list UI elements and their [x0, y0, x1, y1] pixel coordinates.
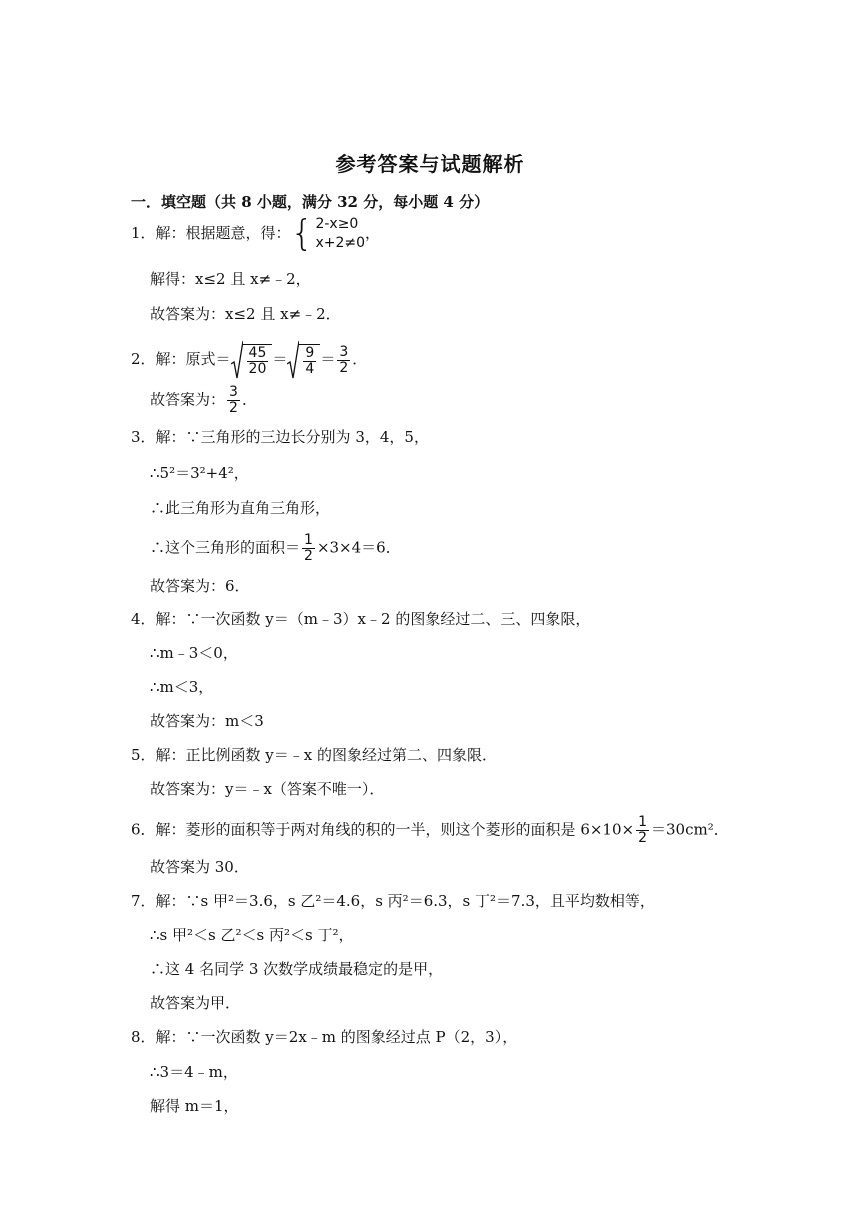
q5-line-1: 5．解：正比例函数 y＝﹣x 的图象经过第二、四象限．	[131, 746, 498, 764]
q2-answer-frac: $\frac{3}{2}$	[229, 384, 238, 416]
q7-line-2: ∴s 甲²＜s 乙²＜s 丙²＜s 丁²，	[150, 926, 354, 944]
page-title: 参考答案与试题解析	[335, 152, 525, 176]
q4-line-2: ∴m﹣3＜0，	[150, 644, 238, 662]
q4-line-1: 4．解：∵一次函数 y＝（m﹣3）x﹣2 的图象经过二、三、四象限，	[131, 610, 591, 628]
q1-inequality-system: { 2-x≥0 x+2≠0	[290, 213, 366, 254]
q1-line-2: 解得：x≤2 且 x≠﹣2，	[150, 270, 311, 288]
q1-line-1: 1．解：根据题意，得： { 2-x≥0 x+2≠0 ，	[131, 213, 381, 254]
q6-frac: $\frac{1}{2}$	[638, 814, 648, 846]
q5-line-2: 故答案为：y＝﹣x（答案不唯一）．	[150, 780, 385, 798]
q3-line-3: ∴此三角形为直角三角形，	[150, 499, 331, 517]
q7-line-3: ∴这 4 名同学 3 次数学成绩最稳定的是甲，	[150, 960, 444, 978]
q3-line-1: 3．解：∵三角形的三边长分别为 3，4，5，	[131, 428, 429, 446]
q6-line-1: 6．解：菱形的面积等于两对角线的积的一半，则这个菱形的面积是 6×10× $\frac{1}{2}$ ＝30cm²．	[131, 814, 729, 846]
q2-sqrt-1	[231, 340, 273, 380]
q1-eq2: x+2≠0	[315, 235, 366, 251]
q3-line-2: ∴5²＝3²+4²，	[150, 464, 249, 482]
q8-line-2: ∴3＝4﹣m，	[150, 1063, 238, 1081]
q2-frac-1: $\frac{45}{20}$	[248, 344, 267, 377]
section-heading: 一．填空题（共 8 小题，满分 32 分，每小题 4 分）	[131, 193, 490, 211]
q1-lead: 1．解：根据题意，得：	[131, 224, 291, 242]
q2-line-1: 2．解：原式＝ $\frac{45}{20}$ ＝ $\frac{9}{4}$ ＝ $\frac{3}{2}$ ．	[131, 340, 367, 380]
q3-line-5: 故答案为：6．	[150, 577, 250, 595]
q3-line-4: ∴这个三角形的面积＝ $\frac{1}{2}$ ×3×4＝6．	[150, 532, 401, 564]
q1-line-3: 故答案为：x≤2 且 x≠﹣2．	[150, 305, 341, 323]
q6-line-2: 故答案为 30．	[150, 858, 249, 876]
q2-line-2: 故答案为： $\frac{3}{2}$ ．	[150, 384, 257, 416]
q4-line-4: 故答案为：m＜3	[150, 712, 264, 730]
q8-line-3: 解得 m＝1，	[150, 1097, 239, 1115]
q8-line-1: 8．解：∵一次函数 y＝2x﹣m 的图象经过点 P（2，3），	[131, 1028, 518, 1046]
q2-frac-3: $\frac{3}{2}$	[339, 343, 349, 376]
q3-frac: $\frac{1}{2}$	[304, 532, 313, 564]
q7-line-4: 故答案为甲．	[150, 994, 241, 1012]
q1-eq1: 2-x≥0	[315, 216, 359, 232]
q7-line-1: 7．解：∵s 甲²＝3.6，s 乙²＝4.6，s 丙²＝6.3，s 丁²＝7.3，且平均数相等，	[131, 892, 655, 910]
q2-sqrt-2	[287, 340, 320, 380]
q2-frac-2: $\frac{9}{4}$	[305, 344, 315, 377]
q4-line-3: ∴m＜3，	[150, 678, 214, 696]
